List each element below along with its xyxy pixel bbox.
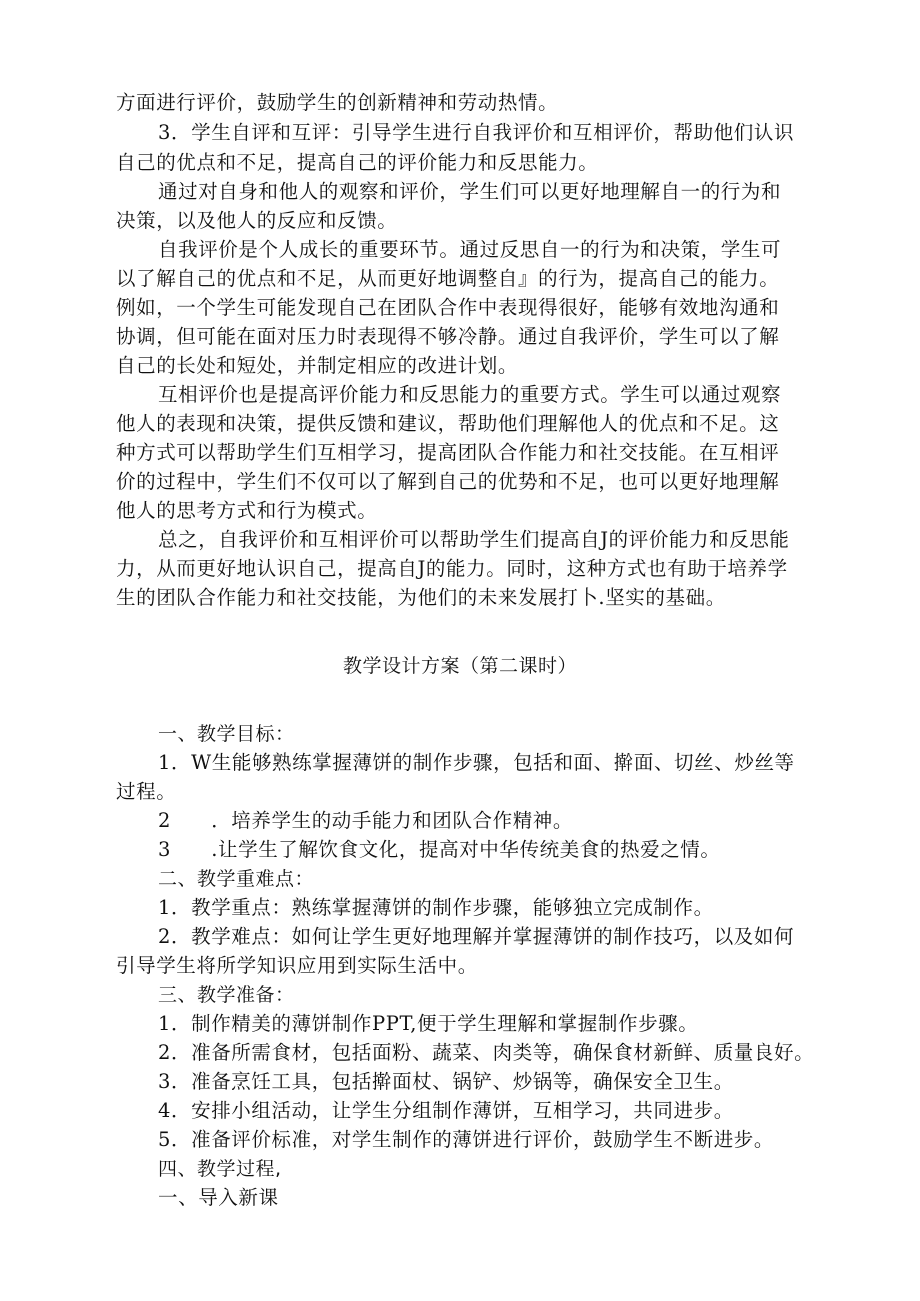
preparation-item: 1．制作精美的薄饼制作PPT,便于学生理解和掌握制作步骤。	[158, 1012, 699, 1035]
section-title: 教学设计方案（第二课时）	[342, 655, 577, 677]
paragraph-line: 协调，但可能在面对压力时表现得不够冷静。通过自我评价，学生可以了解	[116, 325, 780, 348]
paragraph-line: 生的团队合作能力和社交技能，为他们的未来发展打卜.坚实的基础。	[116, 586, 726, 609]
paragraph-line: 自己的优点和不足，提高自己的评价能力和反思能力。	[116, 151, 599, 174]
preparation-item: 2．准备所需食材，包括面粉、蔬菜、肉类等，确保食材新鲜、质量良好。	[158, 1041, 815, 1064]
paragraph-line: 自我评价是个人成长的重要环节。通过反思自一的行为和决策，学生可	[158, 238, 782, 261]
key-point-item-continuation: 引导学生将所学知识应用到实际生活中。	[116, 954, 478, 977]
key-point-item: 1．教学重点：熟练掌握薄饼的制作步骤，能够独立完成制作。	[158, 896, 714, 919]
paragraph-line: 他人的思考方式和行为模式。	[116, 499, 378, 522]
paragraph-line: 方面进行评价，鼓励学生的创新精神和劳动热情。	[116, 91, 559, 114]
objectives-heading: 一、教学目标：	[158, 723, 295, 745]
objective-item: 3 .让学生了解饮食文化，提高对中华传统美食的热爱之情。	[158, 838, 721, 861]
paragraph-line: 种方式可以帮助学生们互相学习，提高团队合作能力和社交技能。在互相评	[116, 441, 780, 464]
preparation-heading: 三、教学准备：	[158, 984, 295, 1006]
objective-item: 1．W生能够熟练掌握薄饼的制作步骤，包括和面、擀面、切丝、炒丝等	[158, 751, 795, 774]
process-subheading: 一、导入新课	[158, 1186, 279, 1209]
paragraph-line: 总之，自我评价和互相评价可以帮助学生们提高自J的评价能力和反思能	[158, 528, 790, 551]
paragraph-line: 通过对自身和他人的观察和评价，学生们可以更好地理解自一的行为和	[158, 180, 782, 203]
preparation-item: 3．准备烹饪工具，包括擀面杖、锅铲、炒锅等，确保安全卫生。	[158, 1070, 734, 1093]
paragraph-line: 他人的表现和决策，提供反馈和建议，帮助他们理解他人的优点和不足。这	[116, 412, 780, 435]
preparation-item: 5．准备评价标准，对学生制作的薄饼进行评价，鼓励学生不断进步。	[158, 1128, 775, 1151]
paragraph-line: 力，从而更好地认识自己，提高自J的能力。同时，这种方式也有助于培养学	[116, 557, 788, 580]
objective-item-continuation: 过程。	[116, 780, 177, 803]
paragraph-line: 互相评价也是提高评价能力和反思能力的重要方式。学生可以通过观察	[158, 383, 782, 406]
paragraph-line: 3．学生自评和互评：引导学生进行自我评价和互相评价，帮助他们认识	[158, 121, 795, 144]
paragraph-line: 以了解自己的优点和不足，从而更好地调整自』的行为，提高自己的能力。	[116, 267, 780, 290]
paragraph-line: 自己的长处和短处，并制定相应的改进计划。	[116, 354, 519, 377]
process-heading: 四、教学过程,	[158, 1158, 282, 1180]
paragraph-line: 决策，以及他人的反应和反馈。	[116, 209, 398, 232]
key-point-item: 2．教学难点：如何让学生更好地理解并掌握薄饼的制作技巧，以及如何	[158, 925, 795, 948]
paragraph-line: 例如，一个学生可能发现自己在团队合作中表现得很好，能够有效地沟通和	[116, 296, 780, 319]
paragraph-line: 价的过程中，学生们不仅可以了解到自己的优势和不足，也可以更好地理解	[116, 470, 780, 493]
key-points-heading: 二、教学重难点：	[158, 868, 315, 890]
objective-item: 2 ．培养学生的动手能力和团队合作精神。	[158, 809, 574, 832]
preparation-item: 4．安排小组活动，让学生分组制作薄饼，互相学习，共同进步。	[158, 1099, 734, 1122]
